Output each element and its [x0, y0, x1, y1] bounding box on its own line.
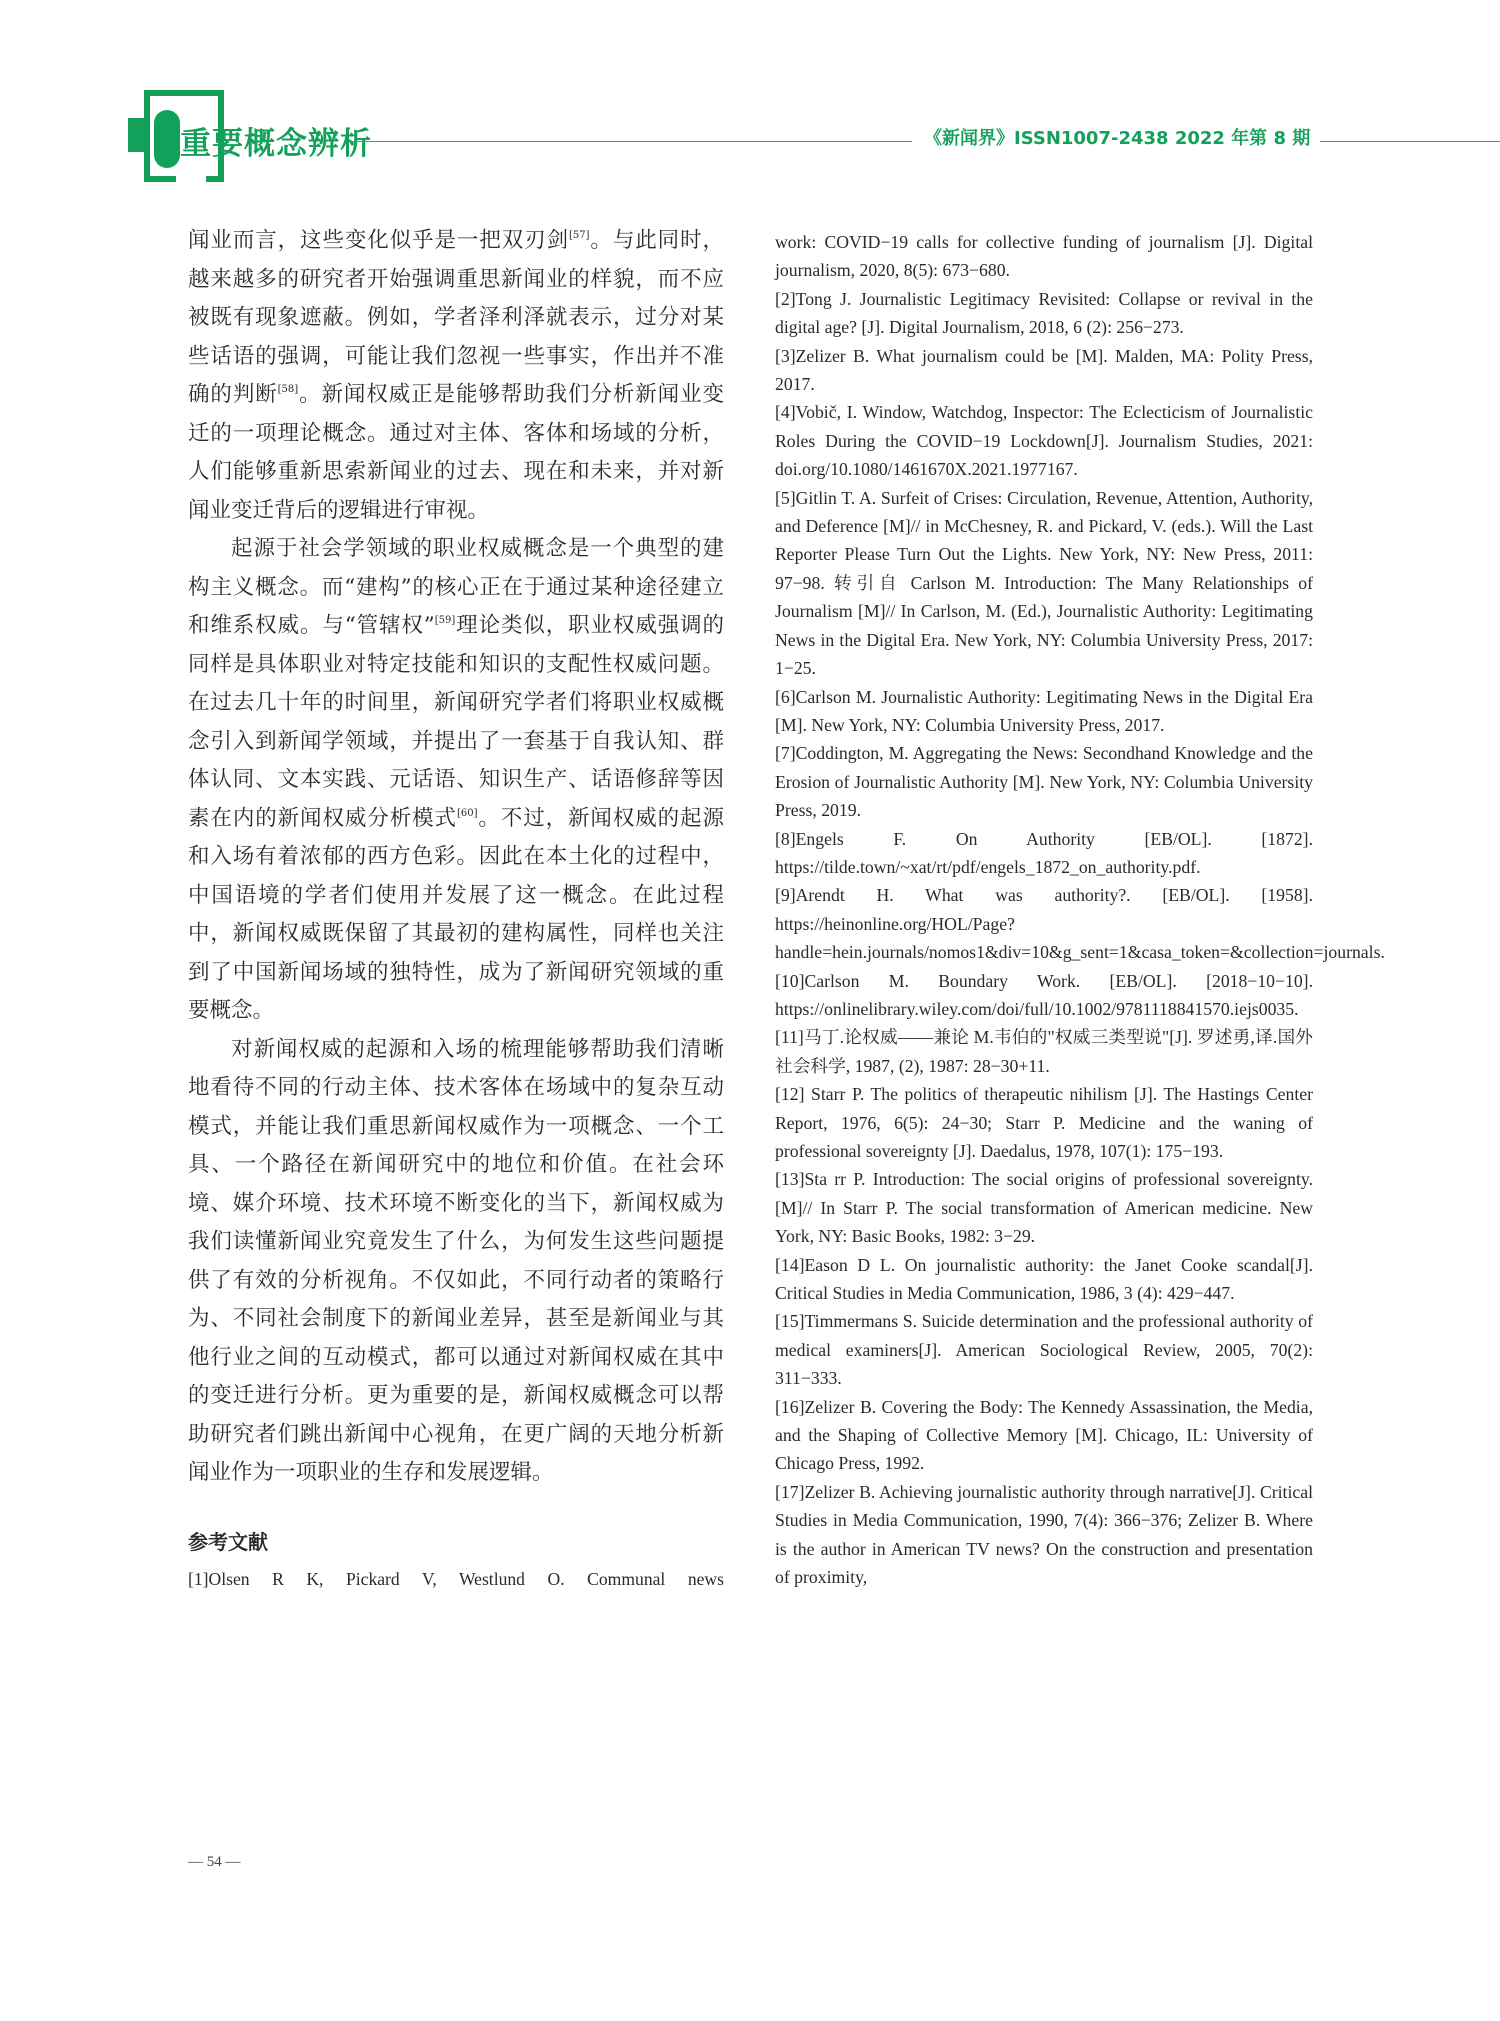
references-column-right	[775, 228, 1385, 1592]
reference-item: [5]Gitlin T. A. Surfeit of Crises: Circulation, Revenue, Attention, Authority, and Deference [M]// in McChesney, R. and Pickard, V. (eds.). Will the Last Reporter Please Turn Out the Lights. New York, NY: New Press, 2011: 97−98. 转引自 Carlson M. Introduction: The Many Relationships of Journalism [M]// In Carlson, M. (Ed.), Journalistic Authority: Legitimating News in the Digital Era. New York, NY: Columbia University Press, 2017: 1−25.	[775, 487, 1313, 679]
reference-item: [13]Sta rr P. Introduction: The social origins of professional sovereignty. [M]// In Starr P. The social transformation of American medicine. New York, NY: Basic Books, 1982: 3−29.	[775, 1169, 1313, 1247]
reference-item: [16]Zelizer B. Covering the Body: The Kennedy Assassination, the Media, and the Shaping of Collective Memory [M]. Chicago, IL: University of Chicago Press, 1992.	[775, 1396, 1313, 1474]
paragraph-text: 理论类似，职业权威强调的同样是具体职业对特定技能和知识的支配性权威问题。在过去几十年的时间里，新闻研究学者们将职业权威概念引入到新闻学领域，并提出了一套基于自我认知、群体认同、文本实践、元话语、知识生产、话语修辞等因素在内的新闻权威分析模式	[188, 613, 724, 831]
reference-item: [8]Engels F. On Authority [EB/OL]. [1872]. https://tilde.town/~xat/rt/pdf/engels_1872_on_authority.pdf.	[775, 828, 1313, 877]
reference-item: [4]Vobič, I. Window, Watchdog, Inspector: The Eclecticism of Journalistic Roles During the COVID−19 Lockdown[J]. Journalism Studies, 2021: doi.org/10.1080/1461670X.2021.1977167.	[775, 402, 1313, 480]
header-rule-left	[350, 141, 912, 142]
body-paragraph	[188, 1031, 724, 1493]
reference-item: work: COVID−19 calls for collective funding of journalism [J]. Digital journalism, 2020, 8(5): 673−680.	[775, 232, 1313, 281]
paragraph-text: 。不过，新闻权威的起源和入场有着浓郁的西方色彩。因此在本土化的过程中，中国语境的学者们使用并发展了这一概念。在此过程中，新闻权威既保留了其最初的建构属性，同样也关注到了中国新闻场域的独特性，成为了新闻研究领域的重要概念。	[188, 805, 724, 1023]
paragraph-text: 对新闻权威的起源和入场的梳理能够帮助我们清晰地看待不同的行动主体、技术客体在场域中的复杂互动模式，并能让我们重思新闻权威作为一项概念、一个工具、一个路径在新闻研究中的地位和价值。在社会环境、媒介环境、技术环境不断变化的当下，新闻权威为我们读懂新闻业究竟发生了什么，为何发生这些问题提供了有效的分析视角。不仅如此，不同行动者的策略行为、不同社会制度下的新闻业差异，甚至是新闻业与其他行业之间的互动模式，都可以通过对新闻权威在其中的变迁进行分析。更为重要的是，新闻权威概念可以帮助研究者们跳出新闻中心视角，在更广阔的天地分析新闻业作为一项职业的生存和发展逻辑。	[188, 1036, 724, 1485]
journal-info: 《新闻界》ISSN1007-2438 2022 年第 8 期	[924, 128, 1311, 149]
paragraph-text: 闻业而言，这些变化似乎是一把双刃剑	[188, 228, 569, 253]
reference-item: [6]Carlson M. Journalistic Authority: Legitimating News in the Digital Era [M]. New York, NY: Columbia University Press, 2017.	[775, 686, 1313, 735]
body-column-left	[188, 222, 724, 1593]
body-text	[188, 222, 724, 1493]
reference-item: [14]Eason D L. On journalistic authority: the Janet Cooke scandal[J]. Critical Studies in Media Communication, 1986, 3 (4): 429−447.	[775, 1254, 1313, 1304]
body-paragraph	[188, 222, 724, 530]
header-rule-right	[1320, 141, 1500, 142]
page-number: — 54 —	[188, 1854, 241, 1870]
citation-marker: [60]	[456, 807, 478, 819]
body-paragraph	[188, 530, 724, 1031]
citation-marker: [59]	[434, 615, 456, 626]
section-title: 重要概念辨析	[180, 126, 372, 162]
references-heading: 参考文献	[188, 1529, 268, 1554]
reference-item: [15]Timmermans S. Suicide determination and the professional authority of medical examiners[J]. American Sociological Review, 2005, 70(2): 311−333.	[775, 1311, 1313, 1389]
paragraph-text: 。与此同时，越来越多的研究者开始强调重思新闻业的样貌，而不应被既有现象遮蔽。例如，学者泽利泽就表示，过分对某些话语的强调，可能让我们忽视一些事实，作出并不准确的判断	[188, 228, 724, 407]
paragraph-text: 起源于社会学领域的职业权威概念是一个典型的建构主义概念。而“建构”的核心正在于通过某种途径建立和维系权威。与“管辖权”	[188, 536, 724, 638]
reference-item: [7]Coddington, M. Aggregating the News: Secondhand Knowledge and the Erosion of Journalistic Authority [M]. New York, NY: Columbia University Press, 2019.	[775, 743, 1313, 821]
reference-item: [12] Starr P. The politics of therapeutic nihilism [J]. The Hastings Center Report, 1976, 6(5): 24−30; Starr P. Medicine and the waning of professional sovereignty [J]. Daedalus, 1978, 107(1): 175−193.	[775, 1084, 1313, 1161]
reference-item: [10]Carlson M. Boundary Work. [EB/OL]. [2018−10−10]. https://onlinelibrary.wiley.com/doi/full/10.1002/9781118841570.iejs0035.	[775, 970, 1313, 1019]
reference-item: [17]Zelizer B. Achieving journalistic authority through narrative[J]. Critical Studies in Media Communication, 1990, 7(4): 366−376; Zelizer B. Where is the author in American TV news? On the construction and presentation of proximity,	[775, 1481, 1313, 1588]
reference-item: [2]Tong J. Journalistic Legitimacy Revisited: Collapse or revival in the digital age? [J]. Digital Journalism, 2018, 6 (2): 256−273.	[775, 288, 1313, 338]
reference-item: [11]马丁.论权威——兼论 M.韦伯的"权威三类型说"[J]. 罗述勇,译.国外社会科学, 1987, (2), 1987: 28−30+11.	[775, 1027, 1313, 1076]
paragraph-text: 。新闻权威正是能够帮助我们分析新闻业变迁的一项理论概念。通过对主体、客体和场域的分析，人们能够重新思索新闻业的过去、现在和未来，并对新闻业变迁背后的逻辑进行审视。	[188, 382, 724, 523]
reference-item: [1]Olsen R K, Pickard V, Westlund O. Communal news	[188, 1568, 724, 1589]
reference-item: [3]Zelizer B. What journalism could be [M]. Malden, MA: Polity Press, 2017.	[775, 345, 1313, 395]
citation-marker: [58]	[277, 384, 299, 395]
citation-marker: [57]	[568, 230, 590, 241]
reference-item: [9]Arendt H. What was authority?. [EB/OL]. [1958]. https://heinonline.org/HOL/Page?handle=hein.journals/nomos1&div=10&g_sent=1&casa_token=&collection=journals.	[775, 885, 1385, 963]
